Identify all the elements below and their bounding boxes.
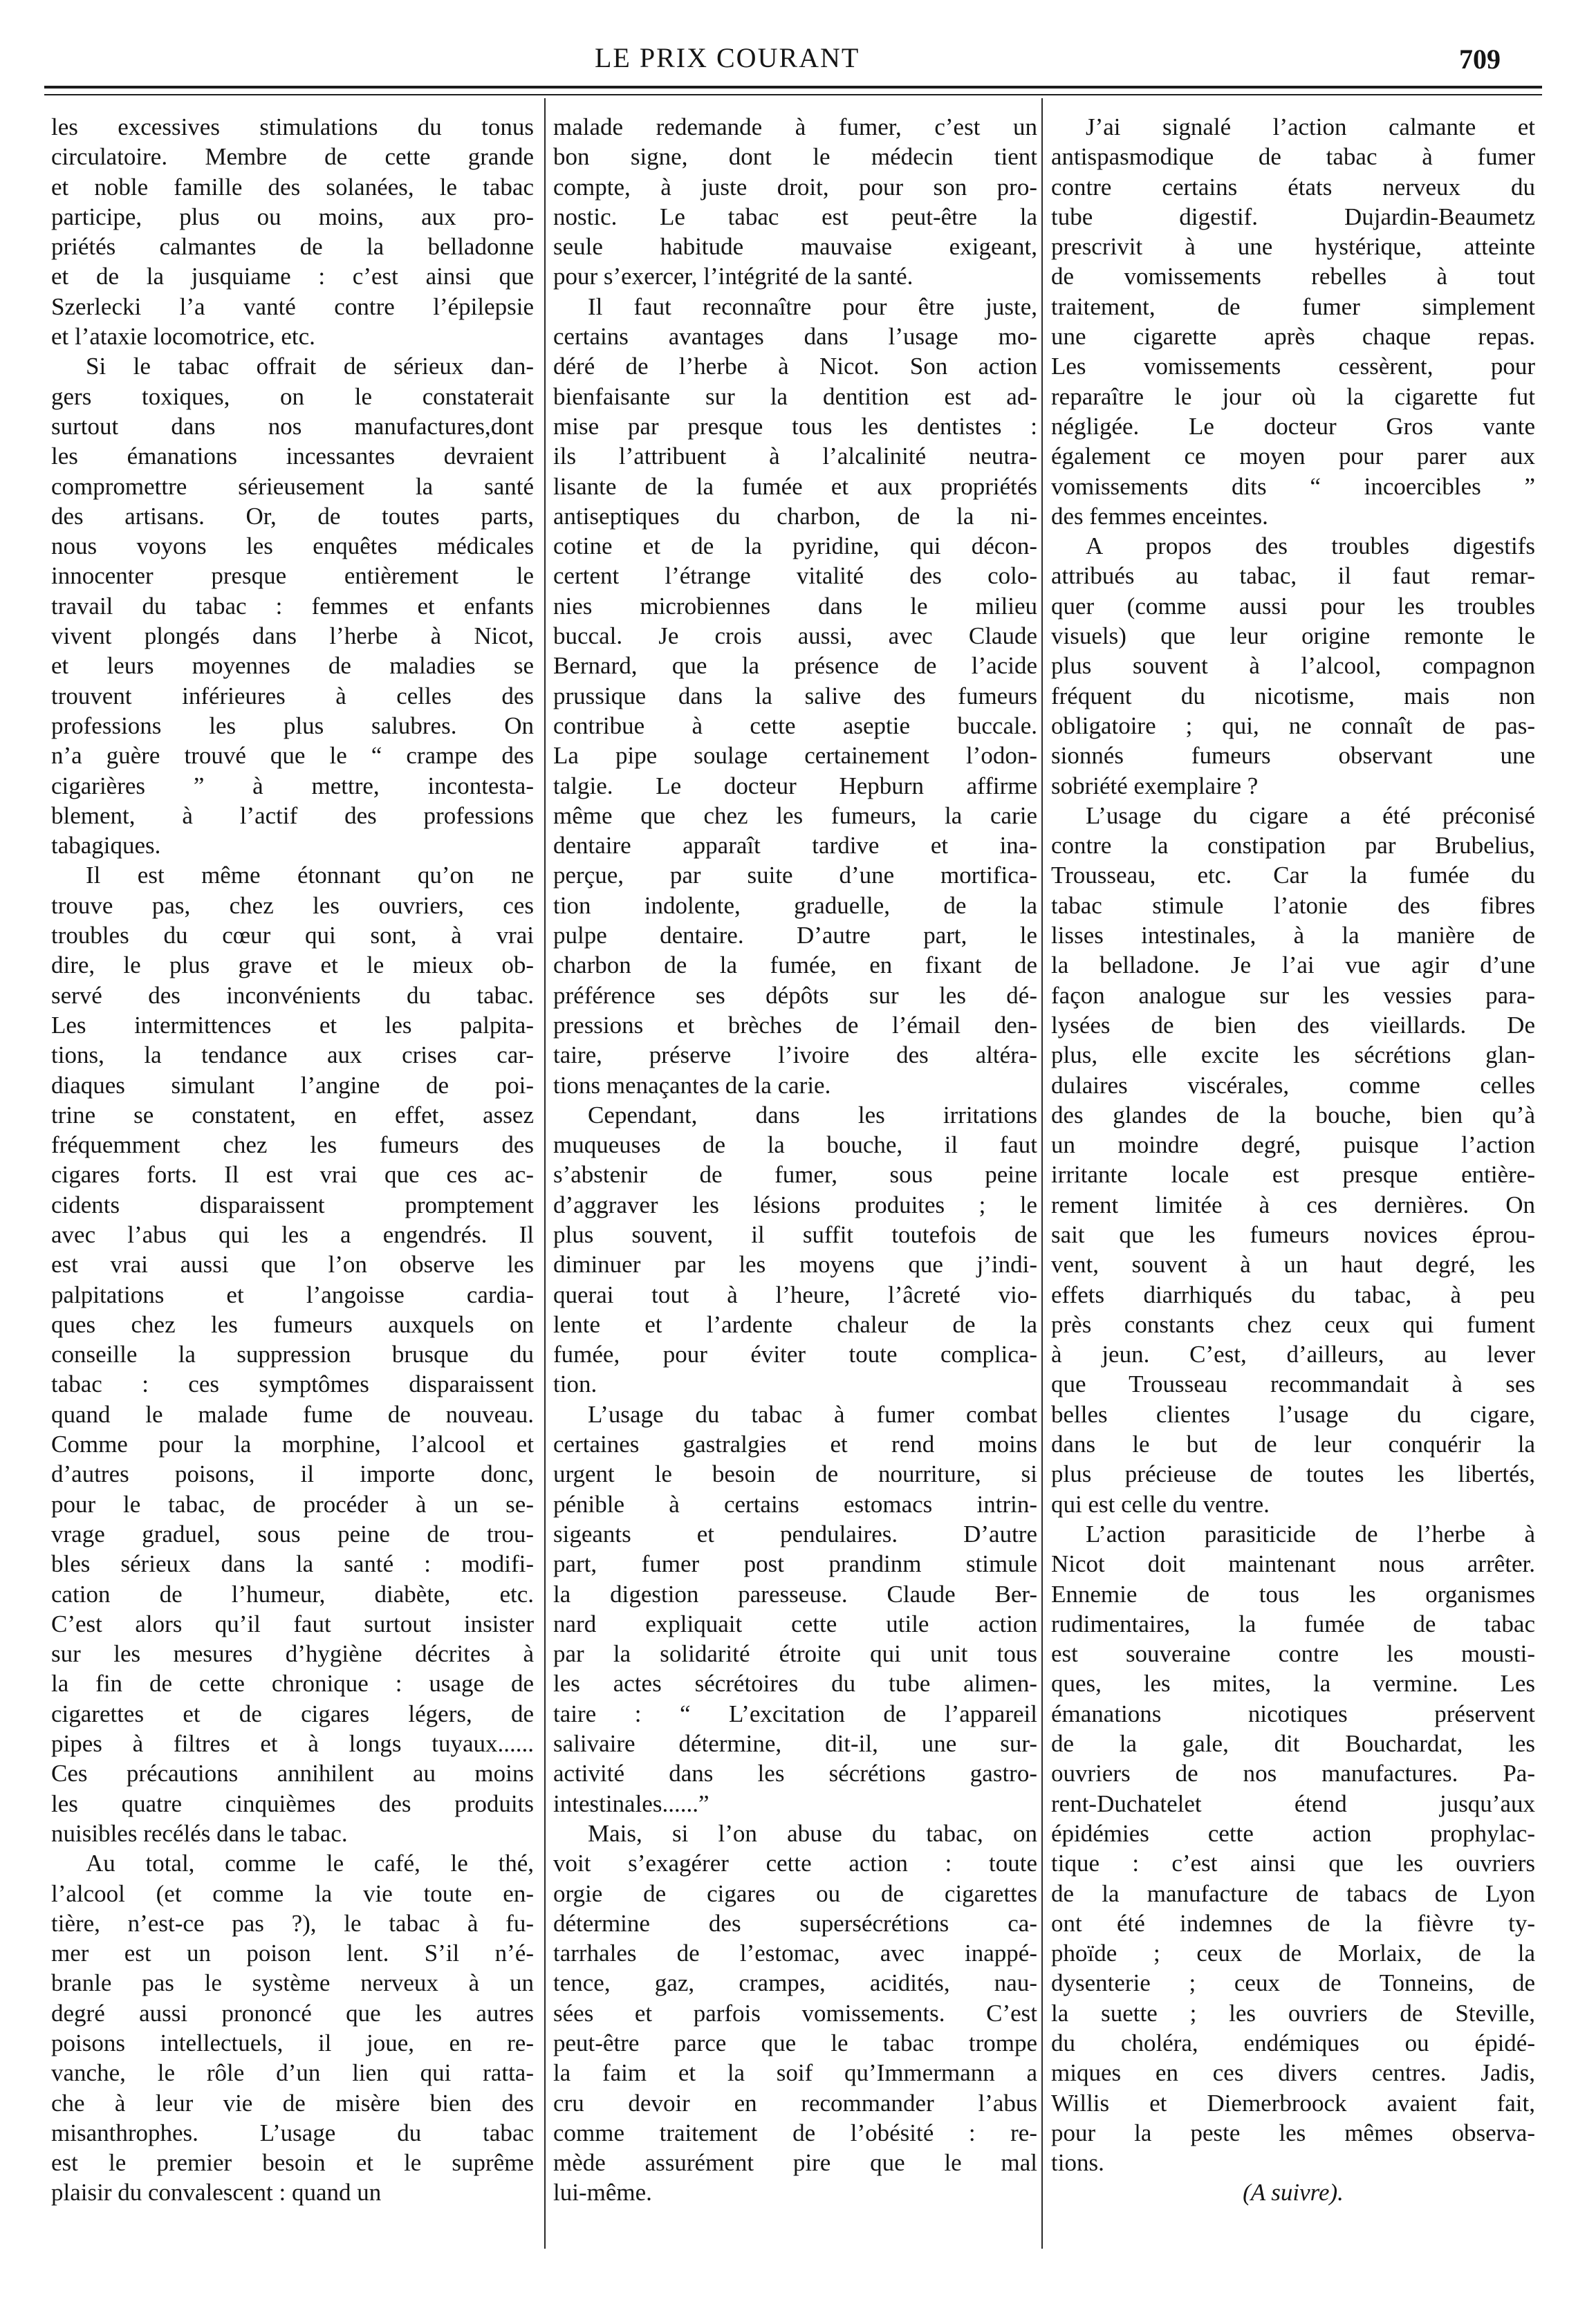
- text-line: comme traitement de l’obésité : re-: [553, 2119, 1037, 2146]
- text-line: tions, la tendance aux crises car-: [51, 1041, 534, 1069]
- text-line: Szerlecki l’a vanté contre l’épilepsie: [51, 292, 534, 320]
- text-line: certaines gastralgies et rend moins: [553, 1431, 1037, 1458]
- text-line: tière, n’est-ce pas ?), le tabac à fu-: [51, 1909, 534, 1937]
- text-line: vent, souvent à un haut degré, les: [1051, 1251, 1535, 1279]
- text-line: à jeun. C’est, d’ailleurs, au lever: [1051, 1341, 1535, 1368]
- text-line: perçue, par suite d’une mortifica-: [553, 862, 1037, 889]
- text-line: du choléra, endémiques ou épidé-: [1051, 2029, 1535, 2056]
- text-line: La pipe soulage certainement l’odon-: [553, 742, 1037, 770]
- text-line: rent-Duchatelet étend jusqu’aux: [1051, 1790, 1535, 1817]
- text-line: cigarettes et de cigares légers, de: [51, 1700, 534, 1727]
- text-line: plus précieuse de toutes les libertés,: [1051, 1460, 1535, 1488]
- text-line: fumée, pour éviter toute complica-: [553, 1341, 1037, 1368]
- text-line: Il faut reconnaître pour être juste,: [588, 292, 1037, 320]
- text-line: est le premier besoin et le suprême: [51, 2149, 534, 2177]
- text-line: sobriété exemplaire ?: [1051, 772, 1259, 799]
- text-line: C’est alors qu’il faut surtout insister: [51, 1610, 534, 1637]
- text-line: tions.: [1051, 2149, 1104, 2177]
- text-line: contre la constipation par Brubelius,: [1051, 832, 1535, 860]
- text-line: tion indolente, graduelle, de la: [553, 891, 1037, 919]
- text-line: seule habitude mauvaise exigeant,: [553, 233, 1037, 261]
- text-line: Si le tabac offrait de sérieux dan-: [86, 353, 534, 380]
- text-line: cidents disparaissent promptement: [51, 1191, 534, 1218]
- text-line: sionnés fumeurs observant une: [1051, 742, 1535, 770]
- text-line: Cependant, dans les irritations: [588, 1101, 1037, 1128]
- text-line: les actes sécrétoires du tube alimen-: [553, 1670, 1037, 1698]
- text-line: compte, à juste droit, pour son pro-: [553, 173, 1037, 201]
- text-line: misanthrophes. L’usage du tabac: [51, 2119, 534, 2146]
- text-line: trouve pas, chez les ouvriers, ces: [51, 891, 534, 919]
- text-line: qui est celle du ventre.: [1051, 1490, 1270, 1518]
- text-line: nous voyons les enquêtes médicales: [51, 532, 534, 560]
- text-line: Comme pour la morphine, l’alcool et: [51, 1431, 534, 1458]
- text-line: plus souvent, il suffit toutefois de: [553, 1220, 1037, 1248]
- text-line: pénible à certains estomacs intrin-: [553, 1490, 1037, 1518]
- text-line: reparaître le jour où la cigarette fut: [1051, 382, 1535, 410]
- text-line: prescrivit à une hystérique, atteinte: [1051, 233, 1535, 261]
- text-line: ques chez les fumeurs auxquels on: [51, 1310, 534, 1338]
- text-line: trine se constatent, en effet, assez: [51, 1101, 534, 1128]
- text-line: J’ai signalé l’action calmante et: [1086, 113, 1535, 140]
- page-header-title: LE PRIX COURANT: [595, 42, 860, 73]
- text-line: mise par presque tous les dentistes :: [553, 412, 1037, 440]
- text-line: antispasmodique de tabac à fumer: [1051, 143, 1535, 171]
- text-line: lente et l’ardente chaleur de la: [553, 1310, 1037, 1338]
- text-line: Il est même étonnant qu’on ne: [86, 862, 534, 889]
- text-line: peut-être parce que le tabac trompe: [553, 2029, 1037, 2056]
- text-line: branle pas le système nerveux à un: [51, 1969, 534, 1997]
- text-line: de la manufacture de tabacs de Lyon: [1051, 1879, 1535, 1907]
- text-line: lisses intestinales, à la manière de: [1051, 922, 1535, 949]
- text-line: conseille la suppression brusque du: [51, 1341, 534, 1368]
- text-line: les quatre cinquièmes des produits: [51, 1790, 534, 1817]
- text-line: participe, plus ou moins, aux pro-: [51, 203, 534, 230]
- text-line: contribue à cette aseptie buccale.: [553, 712, 1037, 739]
- text-line: innocenter presque entièrement le: [51, 562, 534, 590]
- text-line: est souveraine contre les mousti-: [1051, 1640, 1535, 1668]
- text-line: cation de l’humeur, diabète, etc.: [51, 1580, 534, 1608]
- text-line: part, fumer post prandinm stimule: [553, 1550, 1037, 1578]
- text-line: des femmes enceintes.: [1051, 502, 1268, 530]
- text-line: surtout dans nos manufactures,dont: [51, 412, 534, 440]
- text-column-right: [1051, 112, 1535, 2208]
- text-line: poisons intellectuels, il joue, en re-: [51, 2029, 534, 2056]
- text-line: Les intermittences et les palpita-: [51, 1011, 534, 1039]
- text-line: vomissements dits “ incoercibles ”: [1051, 472, 1535, 500]
- text-line: fréquemment chez les fumeurs des: [51, 1131, 534, 1159]
- page-number: 709: [1459, 44, 1501, 75]
- text-line: et de la jusquiame : c’est ainsi que: [51, 263, 534, 290]
- text-line: voit s’exagérer cette action : toute: [553, 1850, 1037, 1877]
- text-line: tabac : ces symptômes disparaissent: [51, 1371, 534, 1398]
- text-line: lysées de bien des vieillards. De: [1051, 1011, 1535, 1039]
- text-line: rement limitée à ces dernières. On: [1051, 1191, 1535, 1218]
- text-line: Trousseau, etc. Car la fumée du: [1051, 862, 1535, 889]
- text-line: degré aussi prononcé que les autres: [51, 1999, 534, 2027]
- text-line: pulpe dentaire. D’autre part, le: [553, 922, 1037, 949]
- text-line: contre certains états nerveux du: [1051, 173, 1535, 201]
- text-line: certent l’étrange vitalité des colo-: [553, 562, 1037, 590]
- text-line: pour la peste les mêmes observa-: [1051, 2119, 1535, 2146]
- text-line: Ennemie de tous les organismes: [1051, 1580, 1535, 1608]
- text-line: nostic. Le tabac est peut-être la: [553, 203, 1037, 230]
- text-line: Au total, comme le café, le thé,: [86, 1850, 534, 1877]
- text-line: mède assurément pire que le mal: [553, 2149, 1037, 2177]
- text-line: cotine et de la pyridine, qui décon-: [553, 532, 1037, 560]
- text-line: Les vomissements cessèrent, pour: [1051, 353, 1535, 380]
- text-line: muqueuses de la bouche, il faut: [553, 1131, 1037, 1159]
- text-line: visuels) que leur origine remonte le: [1051, 622, 1535, 650]
- text-line: façon analogue sur les vessies para-: [1051, 981, 1535, 1009]
- text-line: lisante de la fumée et aux propriétés: [553, 472, 1037, 500]
- text-line: détermine des supersécrétions ca-: [553, 1909, 1037, 1937]
- text-line: taire : “ L’excitation de l’appareil: [553, 1700, 1037, 1727]
- text-line: cru devoir en recommander l’abus: [553, 2089, 1037, 2117]
- text-line: vivent plongés dans l’herbe à Nicot,: [51, 622, 534, 650]
- text-line: miques en ces divers centres. Jadis,: [1051, 2059, 1535, 2087]
- text-line: ils l’attribuent à l’alcalinité neutra-: [553, 443, 1037, 470]
- text-line: des glandes de la bouche, bien qu’à: [1051, 1101, 1535, 1128]
- text-line: querai tout à l’heure, l’âcreté vio-: [553, 1281, 1037, 1308]
- text-line: tique : c’est ainsi que les ouvriers: [1051, 1850, 1535, 1877]
- text-line: L’usage du cigare a été préconisé: [1086, 801, 1535, 829]
- text-line: traitement, de fumer simplement: [1051, 292, 1535, 320]
- text-line: diaques simulant l’angine de poi-: [51, 1071, 534, 1099]
- text-line: malade redemande à fumer, c’est un: [553, 113, 1037, 140]
- text-line: un moindre degré, puisque l’action: [1051, 1131, 1535, 1159]
- text-line: de vomissements rebelles à tout: [1051, 263, 1535, 290]
- text-line: Nicot doit maintenant nous arrêter.: [1051, 1550, 1535, 1578]
- text-line: la fin de cette chronique : usage de: [51, 1670, 534, 1698]
- text-line: et leurs moyennes de maladies se: [51, 652, 534, 680]
- text-line: quer (comme aussi pour les troubles: [1051, 592, 1535, 620]
- text-line: est vrai aussi que l’on observe les: [51, 1251, 534, 1279]
- text-line: L’action parasiticide de l’herbe à: [1086, 1520, 1535, 1548]
- text-line: une cigarette après chaque repas.: [1051, 323, 1535, 351]
- text-line: cigares forts. Il est vrai que ces ac-: [51, 1161, 534, 1189]
- text-line: Ces précautions annihilent au moins: [51, 1760, 534, 1787]
- header-rule-thin: [44, 94, 1542, 95]
- text-line: près constants chez ceux qui fument: [1051, 1310, 1535, 1338]
- to-be-continued-note: (A suivre).: [1243, 2179, 1344, 2207]
- text-line: sigeants et pendulaires. D’autre: [553, 1520, 1037, 1548]
- text-line: s’abstenir de fumer, sous peine: [553, 1161, 1037, 1189]
- text-line: A propos des troubles digestifs: [1086, 532, 1535, 560]
- column-divider: [544, 98, 546, 2249]
- text-column-middle: [553, 112, 1037, 2208]
- text-line: l’alcool (et comme la vie toute en-: [51, 1879, 534, 1907]
- text-line: orgie de cigares ou de cigarettes: [553, 1879, 1037, 1907]
- text-line: vrage graduel, sous peine de trou-: [51, 1520, 534, 1548]
- text-line: plus, elle excite les sécrétions glan-: [1051, 1041, 1535, 1069]
- text-line: n’a guère trouvé que le “ crampe des: [51, 742, 534, 770]
- text-line: ouvriers de nos manufactures. Pa-: [1051, 1760, 1535, 1787]
- text-line: d’aggraver les lésions produites ; le: [553, 1191, 1037, 1218]
- text-line: lui-même.: [553, 2179, 652, 2207]
- text-line: tence, gaz, crampes, acidités, nau-: [553, 1969, 1037, 1997]
- text-line: pipes à filtres et à longs tuyaux......: [51, 1730, 534, 1758]
- text-line: même que chez les fumeurs, la carie: [553, 801, 1037, 829]
- text-line: activité dans les sécrétions gastro-: [553, 1760, 1037, 1787]
- text-line: priétés calmantes de la belladonne: [51, 233, 534, 261]
- text-line: belles clientes l’usage du cigare,: [1051, 1400, 1535, 1428]
- text-line: négligée. Le docteur Gros vante: [1051, 412, 1535, 440]
- text-line: de la gale, dit Bouchardat, les: [1051, 1730, 1535, 1758]
- text-line: dulaires viscérales, comme celles: [1051, 1071, 1535, 1099]
- text-line: bienfaisante sur la dentition est ad-: [553, 382, 1037, 410]
- text-line: certains avantages dans l’usage mo-: [553, 323, 1037, 351]
- text-line: obligatoire ; qui, ne connaît de pas-: [1051, 712, 1535, 739]
- text-line: épidémies cette action prophylac-: [1051, 1819, 1535, 1847]
- text-line: dysenterie ; ceux de Tonneins, de: [1051, 1969, 1535, 1997]
- text-line: phoïde ; ceux de Morlaix, de la: [1051, 1940, 1535, 1967]
- text-line: urgent le besoin de nourriture, si: [553, 1460, 1037, 1488]
- text-line: dire, le plus grave et le mieux ob-: [51, 951, 534, 979]
- text-line: tabagiques.: [51, 832, 161, 860]
- text-column-left: [51, 112, 534, 2208]
- text-line: d’autres poisons, il importe donc,: [51, 1460, 534, 1488]
- text-line: avec l’abus qui les a engendrés. Il: [51, 1220, 534, 1248]
- text-line: déré de l’herbe à Nicot. Son action: [553, 353, 1037, 380]
- text-line: la digestion paresseuse. Claude Ber-: [553, 1580, 1037, 1608]
- text-line: quand le malade fume de nouveau.: [51, 1400, 534, 1428]
- text-line: professions les plus salubres. On: [51, 712, 534, 739]
- text-line: et noble famille des solanées, le tabac: [51, 173, 534, 201]
- text-line: nuisibles recélés dans le tabac.: [51, 1819, 348, 1847]
- text-line: pour s’exercer, l’intégrité de la santé.: [553, 263, 913, 290]
- text-line: la suette ; les ouvriers de Steville,: [1051, 1999, 1535, 2027]
- text-line: plus souvent à l’alcool, compagnon: [1051, 652, 1535, 680]
- text-line: émanations nicotiques préservent: [1051, 1700, 1535, 1727]
- text-line: cigarières ” à mettre, incontesta-: [51, 772, 534, 799]
- text-line: bles sérieux dans la santé : modifi-: [51, 1550, 534, 1578]
- text-line: par la solidarité étroite qui unit tous: [553, 1640, 1037, 1668]
- text-line: circulatoire. Membre de cette grande: [51, 143, 534, 171]
- text-line: prussique dans la salive des fumeurs: [553, 682, 1037, 709]
- text-line: servé des inconvénients du tabac.: [51, 981, 534, 1009]
- text-line: la belladone. Je l’ai vue agir d’une: [1051, 951, 1535, 979]
- text-line: palpitations et l’angoisse cardia-: [51, 1281, 534, 1308]
- text-line: compromettre sérieusement la santé: [51, 472, 534, 500]
- text-line: également ce moyen pour parer aux: [1051, 443, 1535, 470]
- text-line: fréquent du nicotisme, mais non: [1051, 682, 1535, 709]
- text-line: vanche, le rôle d’un lien qui ratta-: [51, 2059, 534, 2087]
- text-line: dentaire apparaît tardive et ina-: [553, 832, 1037, 860]
- text-line: gers toxiques, on le constaterait: [51, 382, 534, 410]
- text-line: tabac stimule l’atonie des fibres: [1051, 891, 1535, 919]
- text-line: talgie. Le docteur Hepburn affirme: [553, 772, 1037, 799]
- text-line: buccal. Je crois aussi, avec Claude: [553, 622, 1037, 650]
- text-line: irritante locale est presque entière-: [1051, 1161, 1535, 1189]
- text-line: travail du tabac : femmes et enfants: [51, 592, 534, 620]
- text-line: tion.: [553, 1371, 597, 1398]
- text-line: que Trousseau recommandait à ses: [1051, 1371, 1535, 1398]
- text-line: trouvent inférieures à celles des: [51, 682, 534, 709]
- text-line: ont été indemnes de la fièvre ty-: [1051, 1909, 1535, 1937]
- text-line: antiseptiques du charbon, de la ni-: [553, 502, 1037, 530]
- text-line: tube digestif. Dujardin-Beaumetz: [1051, 203, 1535, 230]
- text-line: rudimentaires, la fumée de tabac: [1051, 1610, 1535, 1637]
- text-line: sait que les fumeurs novices éprou-: [1051, 1220, 1535, 1248]
- text-line: intestinales......”: [553, 1790, 709, 1817]
- text-line: nard expliquait cette utile action: [553, 1610, 1037, 1637]
- text-line: la faim et la soif qu’Immermann a: [553, 2059, 1037, 2087]
- text-line: des artisans. Or, de toutes parts,: [51, 502, 534, 530]
- text-line: dans le but de leur conquérir la: [1051, 1431, 1535, 1458]
- text-line: pressions et brèches de l’émail den-: [553, 1011, 1037, 1039]
- column-divider: [1041, 98, 1043, 2249]
- text-line: salivaire détermine, dit-il, une sur-: [553, 1730, 1037, 1758]
- text-line: diminuer par les moyens que j’indi-: [553, 1251, 1037, 1279]
- text-line: attribués au tabac, il faut remar-: [1051, 562, 1535, 590]
- text-line: tions menaçantes de la carie.: [553, 1071, 831, 1099]
- text-line: préférence ses dépôts sur les dé-: [553, 981, 1037, 1009]
- text-line: che à leur vie de misère bien des: [51, 2089, 534, 2117]
- text-line: les émanations incessantes devraient: [51, 443, 534, 470]
- text-line: et l’ataxie locomotrice, etc.: [51, 323, 315, 351]
- text-line: Mais, si l’on abuse du tabac, on: [588, 1819, 1037, 1847]
- text-line: Willis et Diemerbroock avaient fait,: [1051, 2089, 1535, 2117]
- text-line: mer est un poison lent. S’il n’é-: [51, 1940, 534, 1967]
- text-line: Bernard, que la présence de l’acide: [553, 652, 1037, 680]
- text-line: plaisir du convalescent : quand un: [51, 2179, 382, 2207]
- text-line: blement, à l’actif des professions: [51, 801, 534, 829]
- text-line: bon signe, dont le médecin tient: [553, 143, 1037, 171]
- header-rule-thick: [44, 86, 1542, 89]
- text-line: pour le tabac, de procéder à un se-: [51, 1490, 534, 1518]
- text-line: taire, préserve l’ivoire des altéra-: [553, 1041, 1037, 1069]
- text-line: tarrhales de l’estomac, avec inappé-: [553, 1940, 1037, 1967]
- text-line: ques, les mites, la vermine. Les: [1051, 1670, 1535, 1698]
- text-line: charbon de la fumée, en fixant de: [553, 951, 1037, 979]
- text-line: effets diarrhiqués du tabac, à peu: [1051, 1281, 1535, 1308]
- text-line: les excessives stimulations du tonus: [51, 113, 534, 140]
- text-line: nies microbiennes dans le milieu: [553, 592, 1037, 620]
- text-line: L’usage du tabac à fumer combat: [588, 1400, 1037, 1428]
- text-line: sées et parfois vomissements. C’est: [553, 1999, 1037, 2027]
- text-line: troubles du cœur qui sont, à vrai: [51, 922, 534, 949]
- text-line: sur les mesures d’hygiène décrites à: [51, 1640, 534, 1668]
